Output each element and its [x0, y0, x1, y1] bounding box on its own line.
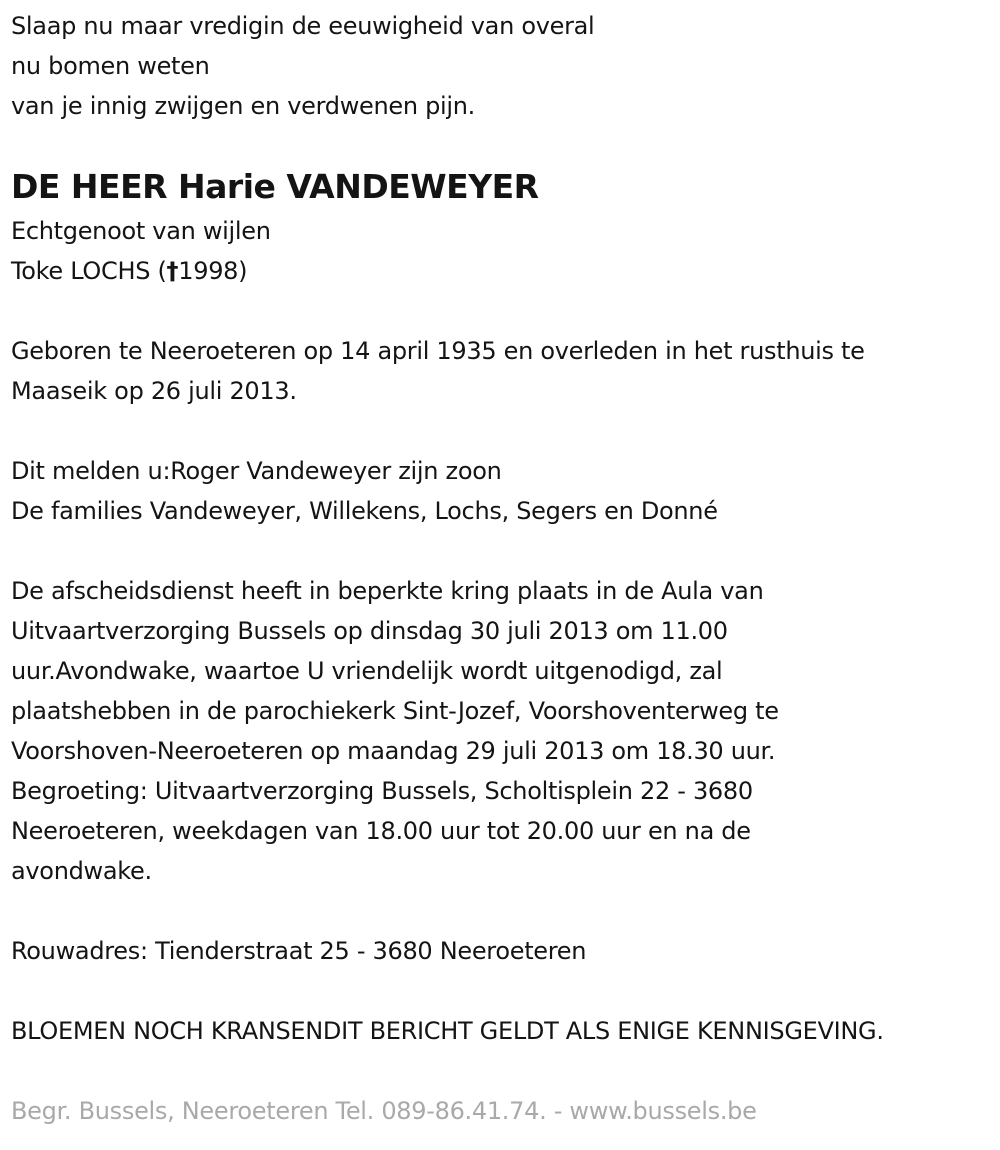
flowers-notice: BLOEMEN NOCH KRANSENDIT BERICHT GELDT ALS ENIGE KENNISGEVING. [11, 1017, 884, 1045]
paragraph-line: Voorshoven-Neeroeteren op maandag 29 juli 2013 om 18.30 uur. [11, 737, 776, 765]
relation-text: Echtgenoot van wijlen [11, 217, 271, 245]
paragraph-line: Uitvaartverzorging Bussels op dinsdag 30 juli 2013 om 11.00 [11, 617, 728, 645]
paragraph-line: Neeroeteren, weekdagen van 18.00 uur tot 20.00 uur en na de [11, 817, 751, 845]
funeral-home-footer: Begr. Bussels, Neeroeteren Tel. 089-86.41.74. - www.bussels.be [11, 1097, 757, 1125]
paragraph-line: De families Vandeweyer, Willekens, Lochs, Segers en Donné [11, 497, 718, 525]
paragraph-line: plaatshebben in de parochiekerk Sint-Jozef, Voorshoventerweg te [11, 697, 779, 725]
deceased-name: DE HEER Harie VANDEWEYER [11, 167, 539, 206]
cross-icon: † [166, 257, 179, 285]
paragraph-line: De afscheidsdienst heeft in beperkte kring plaats in de Aula van [11, 577, 764, 605]
poem-line: Slaap nu maar vredigin de eeuwigheid van overal [11, 12, 595, 40]
birth-death-paragraph [11, 331, 996, 411]
ceremony-paragraph [11, 571, 996, 891]
paragraph-line: Begroeting: Uitvaartverzorging Bussels, Scholtisplein 22 - 3680 [11, 777, 753, 805]
spouse-line [11, 251, 996, 291]
obituary-notice [11, 6, 996, 1131]
paragraph-line: avondwake. [11, 857, 152, 885]
paragraph-line: Geboren te Neeroeteren op 14 april 1935 en overleden in het rusthuis te [11, 337, 865, 365]
spouse-name: Toke LOCHS ( [11, 257, 167, 285]
poem [11, 6, 996, 126]
poem-line: nu bomen weten [11, 52, 210, 80]
spouse-death-year: 1998) [178, 257, 248, 285]
paragraph-line: Maaseik op 26 juli 2013. [11, 377, 297, 405]
paragraph-line: uur.Avondwake, waartoe U vriendelijk wordt uitgenodigd, zal [11, 657, 723, 685]
poem-line: van je innig zwijgen en verdwenen pijn. [11, 92, 476, 120]
paragraph-line: Dit melden u:Roger Vandeweyer zijn zoon [11, 457, 502, 485]
announcers-paragraph [11, 451, 996, 531]
mourning-address: Rouwadres: Tienderstraat 25 - 3680 Neeroeteren [11, 937, 587, 965]
